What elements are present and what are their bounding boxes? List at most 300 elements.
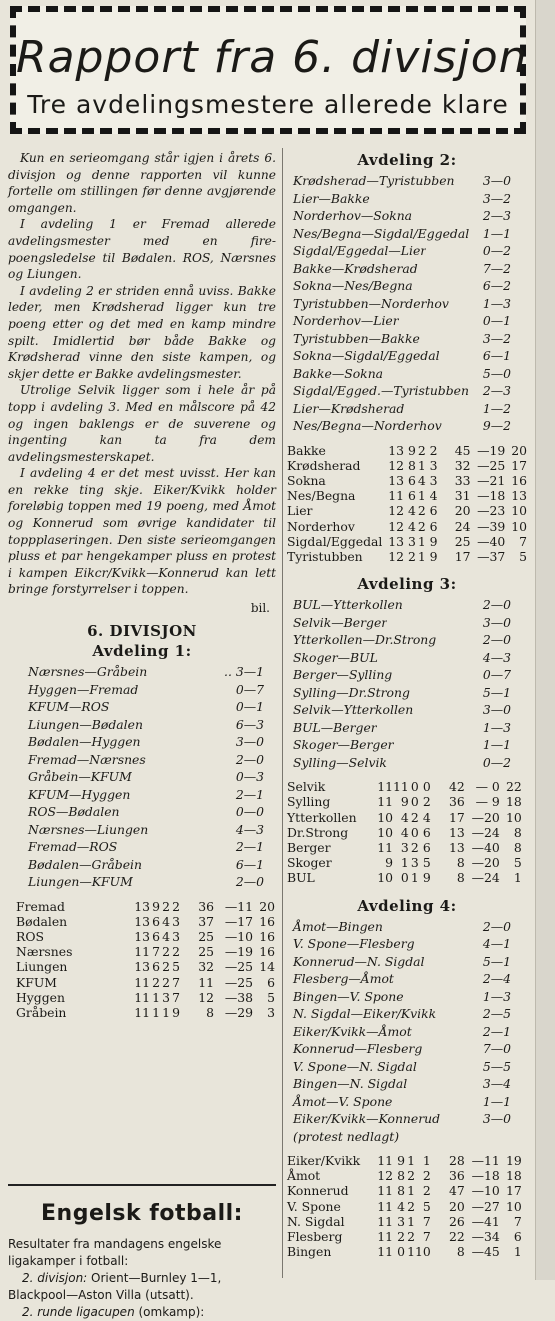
match-score: 2—1 xyxy=(235,839,264,855)
won: 0 xyxy=(400,870,409,886)
played: 11 xyxy=(134,944,150,960)
match-row xyxy=(287,295,527,313)
match-row xyxy=(8,751,276,769)
goals-against: —25 xyxy=(224,959,253,975)
goals-against: —10 xyxy=(224,928,253,944)
english-football-title: Engelsk fotball: xyxy=(41,1201,243,1226)
lost: 9 xyxy=(429,533,438,549)
won: 6 xyxy=(152,928,160,944)
goals-against: —40 xyxy=(477,533,506,549)
lost: 7 xyxy=(422,1229,431,1245)
standings-table-avdeling-3 xyxy=(287,779,522,885)
points: 14 xyxy=(259,959,275,975)
match-teams: Konnerud—N. Sigdal xyxy=(293,953,425,969)
match-teams: Gråbein—KFUM xyxy=(28,769,132,785)
match-teams: Konnerud—Flesberg xyxy=(293,1041,423,1057)
goals-for: 17 xyxy=(449,809,465,825)
match-score: 2—0 xyxy=(482,918,511,934)
match-row xyxy=(287,736,527,754)
match-teams: Sigdal/Eggedal—Lier xyxy=(293,243,427,258)
team-name: Sokna xyxy=(287,472,326,488)
team-name: ROS xyxy=(16,928,44,944)
match-row xyxy=(287,312,527,330)
standings-row xyxy=(8,990,275,1005)
match-row xyxy=(8,838,276,856)
drawn: 3 xyxy=(410,855,419,871)
standings-row xyxy=(287,534,527,549)
match-score: 0—7 xyxy=(235,681,264,697)
won: 9 xyxy=(152,898,160,914)
match-score: 4—3 xyxy=(482,649,511,665)
won: 7 xyxy=(152,944,160,960)
match-row xyxy=(8,821,276,839)
byline-signature: bil. xyxy=(250,601,270,616)
match-teams: N. Sigdal—Eiker/Kvikk xyxy=(293,1006,437,1022)
match-teams: Liungen—KFUM xyxy=(28,874,133,890)
cup-label: 2. runde ligacupen xyxy=(22,1305,135,1319)
match-score: 1—1 xyxy=(482,225,511,241)
goals-for: 12 xyxy=(198,989,214,1005)
match-score: 2—3 xyxy=(482,383,511,398)
match-teams: Sokna—Sigdal/Eggedal xyxy=(293,348,440,363)
match-teams: Skoger—Berger xyxy=(293,737,394,753)
match-score: 2—0 xyxy=(235,751,264,767)
intro-paragraph: I avdeling 4 er det mest uvisst. Her kan en rekke ting skje. Eiker/Kvikk holder foreløbig toppen med 19 poeng, med Åmot og Konnerud som øvrige kandidater til toppplaseringen. Den siste serieomgangen pluss et par hengekamper pluss en protest i kampen Eikcr/Kvikk—Konnerud kan lett bringe forstyrrelser i toppen. xyxy=(8,466,276,597)
played: 11 xyxy=(134,974,150,990)
goals-for: 36 xyxy=(198,898,214,914)
match-score: 3—0 xyxy=(482,1111,511,1127)
standings-table-avdeling-1 xyxy=(8,899,275,1021)
lost: 9 xyxy=(172,1004,180,1020)
played: 11 xyxy=(377,1198,393,1214)
played: 13 xyxy=(134,928,150,944)
match-teams: Fremad—Nærsnes xyxy=(28,751,146,767)
match-row xyxy=(287,330,527,348)
match-score: 5—1 xyxy=(482,684,511,700)
team-name: Bakke xyxy=(287,442,326,458)
played: 13 xyxy=(388,472,405,488)
standings-row xyxy=(287,1229,522,1244)
match-score: 2—1 xyxy=(235,786,264,802)
standings-row xyxy=(287,443,527,458)
right-column xyxy=(287,150,527,1259)
match-teams: Lier—Krødsherad xyxy=(293,400,405,416)
goals-for: 13 xyxy=(449,839,465,855)
match-row xyxy=(287,935,527,953)
intro-text xyxy=(8,150,276,598)
lost: 9 xyxy=(429,548,438,564)
goals-for: 20 xyxy=(454,503,471,519)
match-row xyxy=(287,614,527,632)
match-score: 3—4 xyxy=(482,1076,511,1092)
match-row xyxy=(8,803,276,821)
won: 1 xyxy=(152,1004,160,1020)
lost: 2 xyxy=(172,898,180,914)
points: 10 xyxy=(511,503,527,519)
lost: 6 xyxy=(422,839,431,855)
won: 3 xyxy=(407,533,416,549)
match-score: 0—1 xyxy=(235,699,264,715)
lost: 7 xyxy=(172,989,180,1005)
match-teams: Krødsherad—Tyristubben xyxy=(293,173,455,188)
match-results-avdeling-4 xyxy=(287,918,527,1128)
match-teams: Bødalen—Gråbein xyxy=(28,856,142,872)
match-score: 0—0 xyxy=(235,804,264,820)
match-teams: Selvik—Ytterkollen xyxy=(293,702,414,718)
match-score: 0—2 xyxy=(482,754,511,770)
standings-row xyxy=(287,825,522,840)
points: 18 xyxy=(506,794,522,810)
played: 11 xyxy=(134,1004,150,1020)
won: 8 xyxy=(397,1168,405,1184)
drawn: 2 xyxy=(417,442,426,458)
division-label: 2. divisjon: xyxy=(22,1271,88,1285)
match-row xyxy=(287,666,527,684)
lost: 2 xyxy=(422,794,431,810)
played: 11 xyxy=(377,839,393,855)
match-score: 3—0 xyxy=(235,734,264,750)
goals-for: 36 xyxy=(449,1168,465,1184)
drawn: 2 xyxy=(410,809,419,825)
match-score: 0—2 xyxy=(482,243,511,258)
standings-row xyxy=(287,870,522,885)
goals-for: 32 xyxy=(198,959,214,975)
match-score: 1—1 xyxy=(482,737,511,753)
won: 9 xyxy=(397,1153,405,1169)
goals-for: 25 xyxy=(198,928,214,944)
group-title-avdeling-2: Avdeling 2: xyxy=(357,151,457,169)
goals-against: —23 xyxy=(477,503,506,519)
played: 12 xyxy=(388,548,405,564)
team-name: Berger xyxy=(287,839,331,855)
standings-row xyxy=(8,899,275,914)
match-row xyxy=(287,190,527,208)
drawn: 2 xyxy=(410,839,419,855)
played: 13 xyxy=(388,442,405,458)
won: 4 xyxy=(400,824,409,840)
intro-paragraph: Kun en serieomgang står igjen i årets 6. divisjon og denne rapporten vil kunne fortelle om stillingen før denne avgjørende omgangen. xyxy=(8,151,276,215)
drawn: 2 xyxy=(162,959,170,975)
match-teams: Ytterkollen—Dr.Strong xyxy=(293,632,437,648)
lost: 3 xyxy=(429,457,438,473)
goals-against: —11 xyxy=(224,898,253,914)
points: 5 xyxy=(513,855,522,871)
standings-row xyxy=(287,473,527,488)
team-name: Liungen xyxy=(16,959,68,975)
division-results: Orient—Burnley 1—1, Blackpool—Aston Villa (utsatt). xyxy=(8,1271,222,1302)
standings-row xyxy=(287,549,527,564)
drawn: 1 xyxy=(162,1004,170,1020)
match-score: 2—0 xyxy=(482,632,511,648)
match-score: 3—2 xyxy=(482,330,511,346)
match-score: 7—0 xyxy=(482,1041,511,1057)
lost: 5 xyxy=(422,1198,431,1214)
won: 6 xyxy=(152,959,160,975)
match-row xyxy=(287,754,527,772)
match-row xyxy=(287,172,527,190)
played: 9 xyxy=(385,855,393,871)
goals-for: 8 xyxy=(456,870,465,886)
team-name: Ytterkollen xyxy=(287,809,357,825)
goals-against: —37 xyxy=(477,548,506,564)
match-teams: Bakke—Sokna xyxy=(293,365,384,381)
match-score: 1—1 xyxy=(482,1093,511,1109)
match-score: 2—3 xyxy=(482,208,511,223)
played: 11 xyxy=(377,1229,393,1245)
played: 13 xyxy=(134,959,150,975)
won: 3 xyxy=(400,839,409,855)
played: 12 xyxy=(388,518,405,534)
goals-against: — 0 xyxy=(475,779,500,795)
points: 20 xyxy=(259,898,275,914)
masthead xyxy=(10,6,526,134)
match-score: 7—2 xyxy=(482,260,511,276)
goals-against: —18 xyxy=(471,1168,500,1184)
points: 16 xyxy=(511,472,527,488)
match-score: 6—2 xyxy=(482,278,511,293)
goals-against: —41 xyxy=(471,1213,500,1229)
match-teams: Norderhov—Sokna xyxy=(293,208,413,223)
match-results-avdeling-3 xyxy=(287,596,527,771)
goals-against: —21 xyxy=(477,472,506,488)
group-title-avdeling-4: Avdeling 4: xyxy=(357,896,457,915)
standings-row xyxy=(287,1183,522,1198)
match-results-avdeling-2 xyxy=(287,172,527,435)
match-teams: Tyristubben—Bakke xyxy=(293,330,420,346)
goals-against: —38 xyxy=(224,989,253,1005)
team-name: Hyggen xyxy=(16,989,65,1005)
match-teams: Eiker/Kvikk—Konnerud xyxy=(293,1111,441,1127)
goals-for: 28 xyxy=(449,1153,465,1169)
played: 13 xyxy=(388,533,405,549)
match-teams: KFUM—ROS xyxy=(28,699,110,715)
goals-for: 47 xyxy=(449,1183,465,1199)
match-row xyxy=(287,631,527,649)
match-score: 5—0 xyxy=(482,365,511,381)
won: 2 xyxy=(407,548,416,564)
team-name: Skoger xyxy=(287,855,332,871)
cup-results: (omkamp): xyxy=(134,1305,205,1319)
goals-for: 26 xyxy=(449,1213,465,1229)
won: 6 xyxy=(407,472,416,488)
drawn: 1 xyxy=(407,1183,415,1199)
standings-row xyxy=(287,855,522,870)
drawn: 4 xyxy=(162,928,170,944)
match-score: 2—5 xyxy=(482,1006,511,1022)
match-row xyxy=(287,1075,527,1093)
match-row xyxy=(287,1110,527,1128)
headline: Rapport fra 6. divisjon xyxy=(16,32,528,83)
points: 6 xyxy=(267,974,275,990)
match-score: 0—1 xyxy=(482,313,511,328)
match-teams: Berger—Sylling xyxy=(293,667,393,683)
goals-for: 20 xyxy=(449,1198,465,1214)
played: 11 xyxy=(134,989,150,1005)
won: 4 xyxy=(407,503,416,519)
lost: 6 xyxy=(429,503,438,519)
lost: 10 xyxy=(415,1244,431,1260)
drawn: 1 xyxy=(417,533,426,549)
points: 16 xyxy=(259,928,275,944)
points: 7 xyxy=(519,533,527,549)
match-teams: Tyristubben—Norderhov xyxy=(293,295,449,311)
drawn: 1 xyxy=(417,488,426,504)
match-score: 3—0 xyxy=(482,702,511,718)
match-teams: Liungen—Bødalen xyxy=(28,716,143,732)
match-teams: ROS—Bødalen xyxy=(28,804,120,820)
won: 4 xyxy=(407,518,416,534)
standings-row xyxy=(8,929,275,944)
standings-row xyxy=(8,914,275,929)
lost: 6 xyxy=(422,824,431,840)
left-column xyxy=(8,150,276,1319)
standings-row xyxy=(287,1199,522,1214)
match-score: 3—0 xyxy=(482,173,511,188)
match-score: .. 3—1 xyxy=(224,664,264,680)
team-name: N. Sigdal xyxy=(287,1213,345,1229)
standings-table-avdeling-2 xyxy=(287,443,527,565)
played: 12 xyxy=(377,1168,393,1184)
standings-row xyxy=(287,1244,522,1259)
points: 17 xyxy=(506,1183,522,1199)
points: 1 xyxy=(513,1244,522,1260)
lost: 7 xyxy=(172,974,180,990)
points: 8 xyxy=(513,839,522,855)
match-teams: Nærsnes—Gråbein xyxy=(28,664,148,680)
match-results-avdeling-1 xyxy=(8,663,276,891)
drawn: 2 xyxy=(417,518,426,534)
won: 1 xyxy=(400,855,409,871)
drawn: 2 xyxy=(162,944,170,960)
goals-for: 17 xyxy=(454,548,471,564)
played: 11 xyxy=(377,1153,393,1169)
match-teams: Sigdal/Egged.—Tyristubben xyxy=(293,383,469,398)
team-name: Gråbein xyxy=(16,1004,67,1020)
match-teams: Skoger—BUL xyxy=(293,649,378,665)
english-football-box xyxy=(8,1184,276,1321)
protest-note: (protest nedlagt) xyxy=(293,1128,400,1144)
team-name: Selvik xyxy=(287,779,326,795)
drawn: 2 xyxy=(407,1198,415,1214)
team-name: Bingen xyxy=(287,1244,332,1260)
match-row xyxy=(8,698,276,716)
goals-against: —39 xyxy=(477,518,506,534)
team-name: KFUM xyxy=(16,974,57,990)
played: 11 xyxy=(377,779,393,795)
goals-for: 42 xyxy=(449,779,465,795)
won: 3 xyxy=(397,1213,405,1229)
points: 16 xyxy=(259,944,275,960)
played: 11 xyxy=(377,1183,393,1199)
points: 7 xyxy=(513,1213,522,1229)
match-score: 1—3 xyxy=(482,295,511,311)
standings-row xyxy=(287,840,522,855)
goals-against: —19 xyxy=(224,944,253,960)
played: 10 xyxy=(377,809,393,825)
match-row xyxy=(8,768,276,786)
drawn: 0 xyxy=(410,824,419,840)
team-name: Konnerud xyxy=(287,1183,349,1199)
match-teams: Eiker/Kvikk—Åmot xyxy=(293,1023,412,1039)
played: 13 xyxy=(134,913,150,929)
points: 10 xyxy=(506,1198,522,1214)
won: 6 xyxy=(407,488,416,504)
match-score: 4—1 xyxy=(482,936,511,952)
points: 20 xyxy=(511,442,527,458)
match-teams: V. Spone—Flesberg xyxy=(293,936,415,952)
match-score: 2—0 xyxy=(482,597,511,613)
match-score: 0—3 xyxy=(235,769,264,785)
section-title: 6. DIVISJON xyxy=(87,622,197,641)
goals-for: 25 xyxy=(198,944,214,960)
drawn: 1 xyxy=(410,870,419,886)
goals-against: —19 xyxy=(477,442,506,458)
drawn: 4 xyxy=(162,913,170,929)
match-teams: Flesberg—Åmot xyxy=(293,971,394,987)
match-row xyxy=(287,988,527,1006)
standings-row xyxy=(287,794,522,809)
drawn: 2 xyxy=(407,1229,415,1245)
played: 11 xyxy=(377,1213,393,1229)
match-row xyxy=(8,716,276,734)
points: 22 xyxy=(506,779,522,795)
team-name: Åmot xyxy=(287,1168,321,1184)
team-name: Bødalen xyxy=(16,913,68,929)
match-row xyxy=(287,365,527,383)
match-row xyxy=(8,873,276,891)
match-teams: Norderhov—Lier xyxy=(293,313,399,328)
match-score: 5—1 xyxy=(482,953,511,969)
match-teams: Åmot—V. Spone xyxy=(293,1093,393,1109)
match-row xyxy=(287,1023,527,1041)
points: 10 xyxy=(506,809,522,825)
intro-paragraph: I avdeling 1 er Fremad allerede avdelingsmester med en fire-poengsledelse til Bødalen. ROS, Nærsnes og Liungen. xyxy=(8,217,276,282)
goals-for: 37 xyxy=(198,913,214,929)
played: 13 xyxy=(134,898,150,914)
goals-against: —10 xyxy=(471,1183,500,1199)
match-teams: Fremad—ROS xyxy=(28,839,118,855)
standings-row xyxy=(287,779,522,794)
english-line-cup xyxy=(8,1304,276,1321)
match-score: 3—2 xyxy=(482,190,511,206)
played: 12 xyxy=(388,457,405,473)
match-row xyxy=(287,347,527,365)
match-teams: Hyggen—Fremad xyxy=(28,681,139,697)
match-score: 6—1 xyxy=(482,348,511,363)
goals-for: 8 xyxy=(456,1244,465,1260)
match-row xyxy=(287,207,527,225)
match-score: 1—3 xyxy=(482,719,511,735)
won: 6 xyxy=(152,913,160,929)
match-score: 6—1 xyxy=(235,856,264,872)
team-name: Fremad xyxy=(16,898,65,914)
goals-against: —25 xyxy=(224,974,253,990)
group-title-avdeling-3: Avdeling 3: xyxy=(357,575,457,594)
standings-row xyxy=(287,458,527,473)
team-name: V. Spone xyxy=(287,1198,341,1214)
match-row xyxy=(8,663,276,681)
drawn: 3 xyxy=(162,989,170,1005)
lost: 3 xyxy=(172,913,180,929)
points: 3 xyxy=(267,1004,275,1020)
goals-for: 45 xyxy=(454,442,471,458)
match-row xyxy=(287,417,527,435)
match-row xyxy=(287,1005,527,1023)
team-name: Sylling xyxy=(287,794,331,810)
drawn: 0 xyxy=(410,794,419,810)
match-row xyxy=(287,400,527,418)
played: 12 xyxy=(388,503,405,519)
